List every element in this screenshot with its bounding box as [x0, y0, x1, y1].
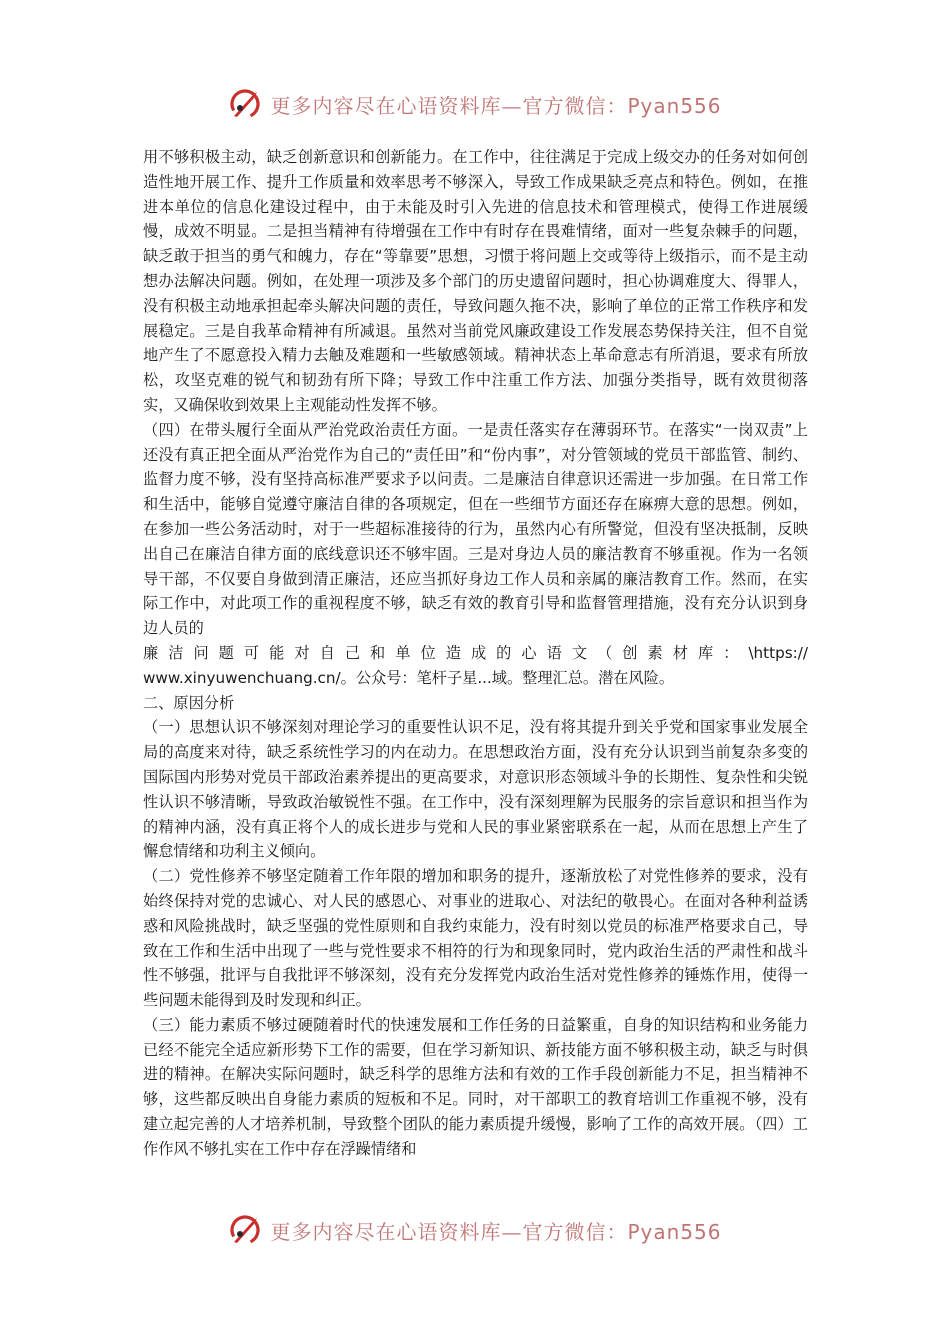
- paragraph-cause-two: （二）党性修养不够坚定随着工作年限的增加和职务的提升，逐渐放松了对党性修养的要求，没有始终保持对党的忠诚心、对人民的感恩心、对事业的进取心、对法纪的敬畏心。在面对各种利益诱惑和风险挑战时，缺乏坚强的党性原则和自我约束能力，没有时刻以党员的标准严格要求自己，导致在工作和生活中出现了一些与党性要求不相符的行为和现象同时，党内政治生活的严肃性和战斗性不够强，批评与自我批评不够深刻，没有充分发挥党内政治生活对党性修养的锤炼作用，使得一些问题未能得到及时发现和纠正。: [143, 867, 808, 1010]
- wechat-id: Pyan556: [627, 93, 722, 118]
- section-heading: 二、原因分析: [143, 693, 235, 712]
- paragraph-cause-one: （一）思想认识不够深刻对理论学习的重要性认识不足，没有将其提升到关乎党和国家事业发展全局的高度来对待，缺乏系统性学习的内在动力。在思想政治方面，没有充分认识到当前复杂多变的国际国内形势对党员干部政治素养提出的更高要求，对意识形态领域斗争的长期性、复杂性和尖锐性认识不够清晰，导致政治敏锐性不强。在工作中，没有深刻理解为民服务的宗旨意识和担当作为的精神内涵，没有真正将个人的成长进步与党和人民的事业紧密联系在一起，从而在思想上产生了懈怠情绪和功利主义倾向。: [143, 718, 808, 861]
- footer-banner: [0, 1210, 950, 1250]
- paragraph-cause-three: （三）能力素质不够过硬随着时代的快速发展和工作任务的日益繁重，自身的知识结构和业务能力已经不能完全适应新形势下工作的需要，但在学习新知识、新技能方面不够积极主动，缺乏与时俱进的精神。在解决实际问题时，缺乏科学的思维方法和有效的工作手段创新能力不足，担当精神不够，这些都反映出自身能力素质的短板和不足。同时，对干部职工的教育培训工作重视不够，没有建立起完善的人才培养机制，导致整个团队的能力素质提升缓慢，影响了工作的高效开展。（四）工作作风不够扎实在工作中存在浮躁情绪和: [143, 1015, 808, 1158]
- document-body: [143, 145, 808, 1162]
- banner-text: 更多内容尽在心语资料库—官方微信：Pyan556: [270, 93, 722, 118]
- header-banner: [0, 84, 950, 124]
- brush-logo-icon: [228, 1212, 264, 1248]
- wechat-id: Pyan556: [627, 1219, 722, 1244]
- paragraph-section-four: （四）在带头履行全面从严治党政治责任方面。一是责任落实存在薄弱环节。在落实“一岗双责”上还没有真正把全面从严治党作为自己的“责任田”和“份内事”，对分管领域的党员干部监管、制约、监督力度不够，没有坚持高标准严要求予以问责。二是廉洁自律意识还需进一步加强。在日常工作和生活中，能够自觉遵守廉洁自律的各项规定，但在一些细节方面还存在麻痹大意的思想。例如，在参加一些公务活动时，对于一些超标准接待的行为，虽然内心有所警觉，但没有坚决抵制，反映出自己在廉洁自律方面的底线意识还不够牢固。三是对身边人员的廉洁教育不够重视。作为一名领导干部，不仅要自身做到清正廉洁，还应当抓好身边工作人员和亲属的廉洁教育工作。然而，在实际工作中，对此项工作的重视程度不够，缺乏有效的教育引导和监督管理措施，没有充分认识到身边人员的: [143, 420, 808, 638]
- brush-logo-icon: [228, 86, 264, 122]
- source-link-line: 廉洁问题可能对自己和单位造成的心语文（创素材库：\https://: [143, 643, 808, 662]
- paragraph-continuation: 用不够积极主动，缺乏创新意识和创新能力。在工作中，往往满足于完成上级交办的任务对如何创造性地开展工作、提升工作质量和效率思考不够深入，导致工作成果缺乏亮点和特色。例如，在推进本单位的信息化建设过程中，由于未能及时引入先进的信息技术和管理模式，使得工作进展缓慢，成效不明显。二是担当精神有待增强在工作中有时存在畏难情绪，面对一些复杂棘手的问题，缺乏敢于担当的勇气和魄力，存在“等靠要”思想，习惯于将问题上交或等待上级指示，而不是主动想办法解决问题。例如，在处理一项涉及多个部门的历史遗留问题时，担心协调难度大、得罪人，没有积极主动地承担起牵头解决问题的责任，导致问题久拖不决，影响了单位的正常工作秩序和发展稳定。三是自我革命精神有所减退。虽然对当前党风廉政建设工作发展态势保持关注，但不自觉地产生了不愿意投入精力去触及难题和一些敏感领域。精神状态上革命意志有所消退，要求有所放松，攻坚克难的锐气和韧劲有所下降；导致工作中注重工作方法、加强分类指导，既有效贯彻落实，又确保收到效果上主观能动性发挥不够。: [143, 148, 808, 414]
- banner-text: 更多内容尽在心语资料库—官方微信：Pyan556: [270, 1219, 722, 1244]
- source-link-tail: www.xinyuwenchuang.cn/。公众号：笔杆子星...域。整理汇总。潜在风险。: [143, 668, 675, 687]
